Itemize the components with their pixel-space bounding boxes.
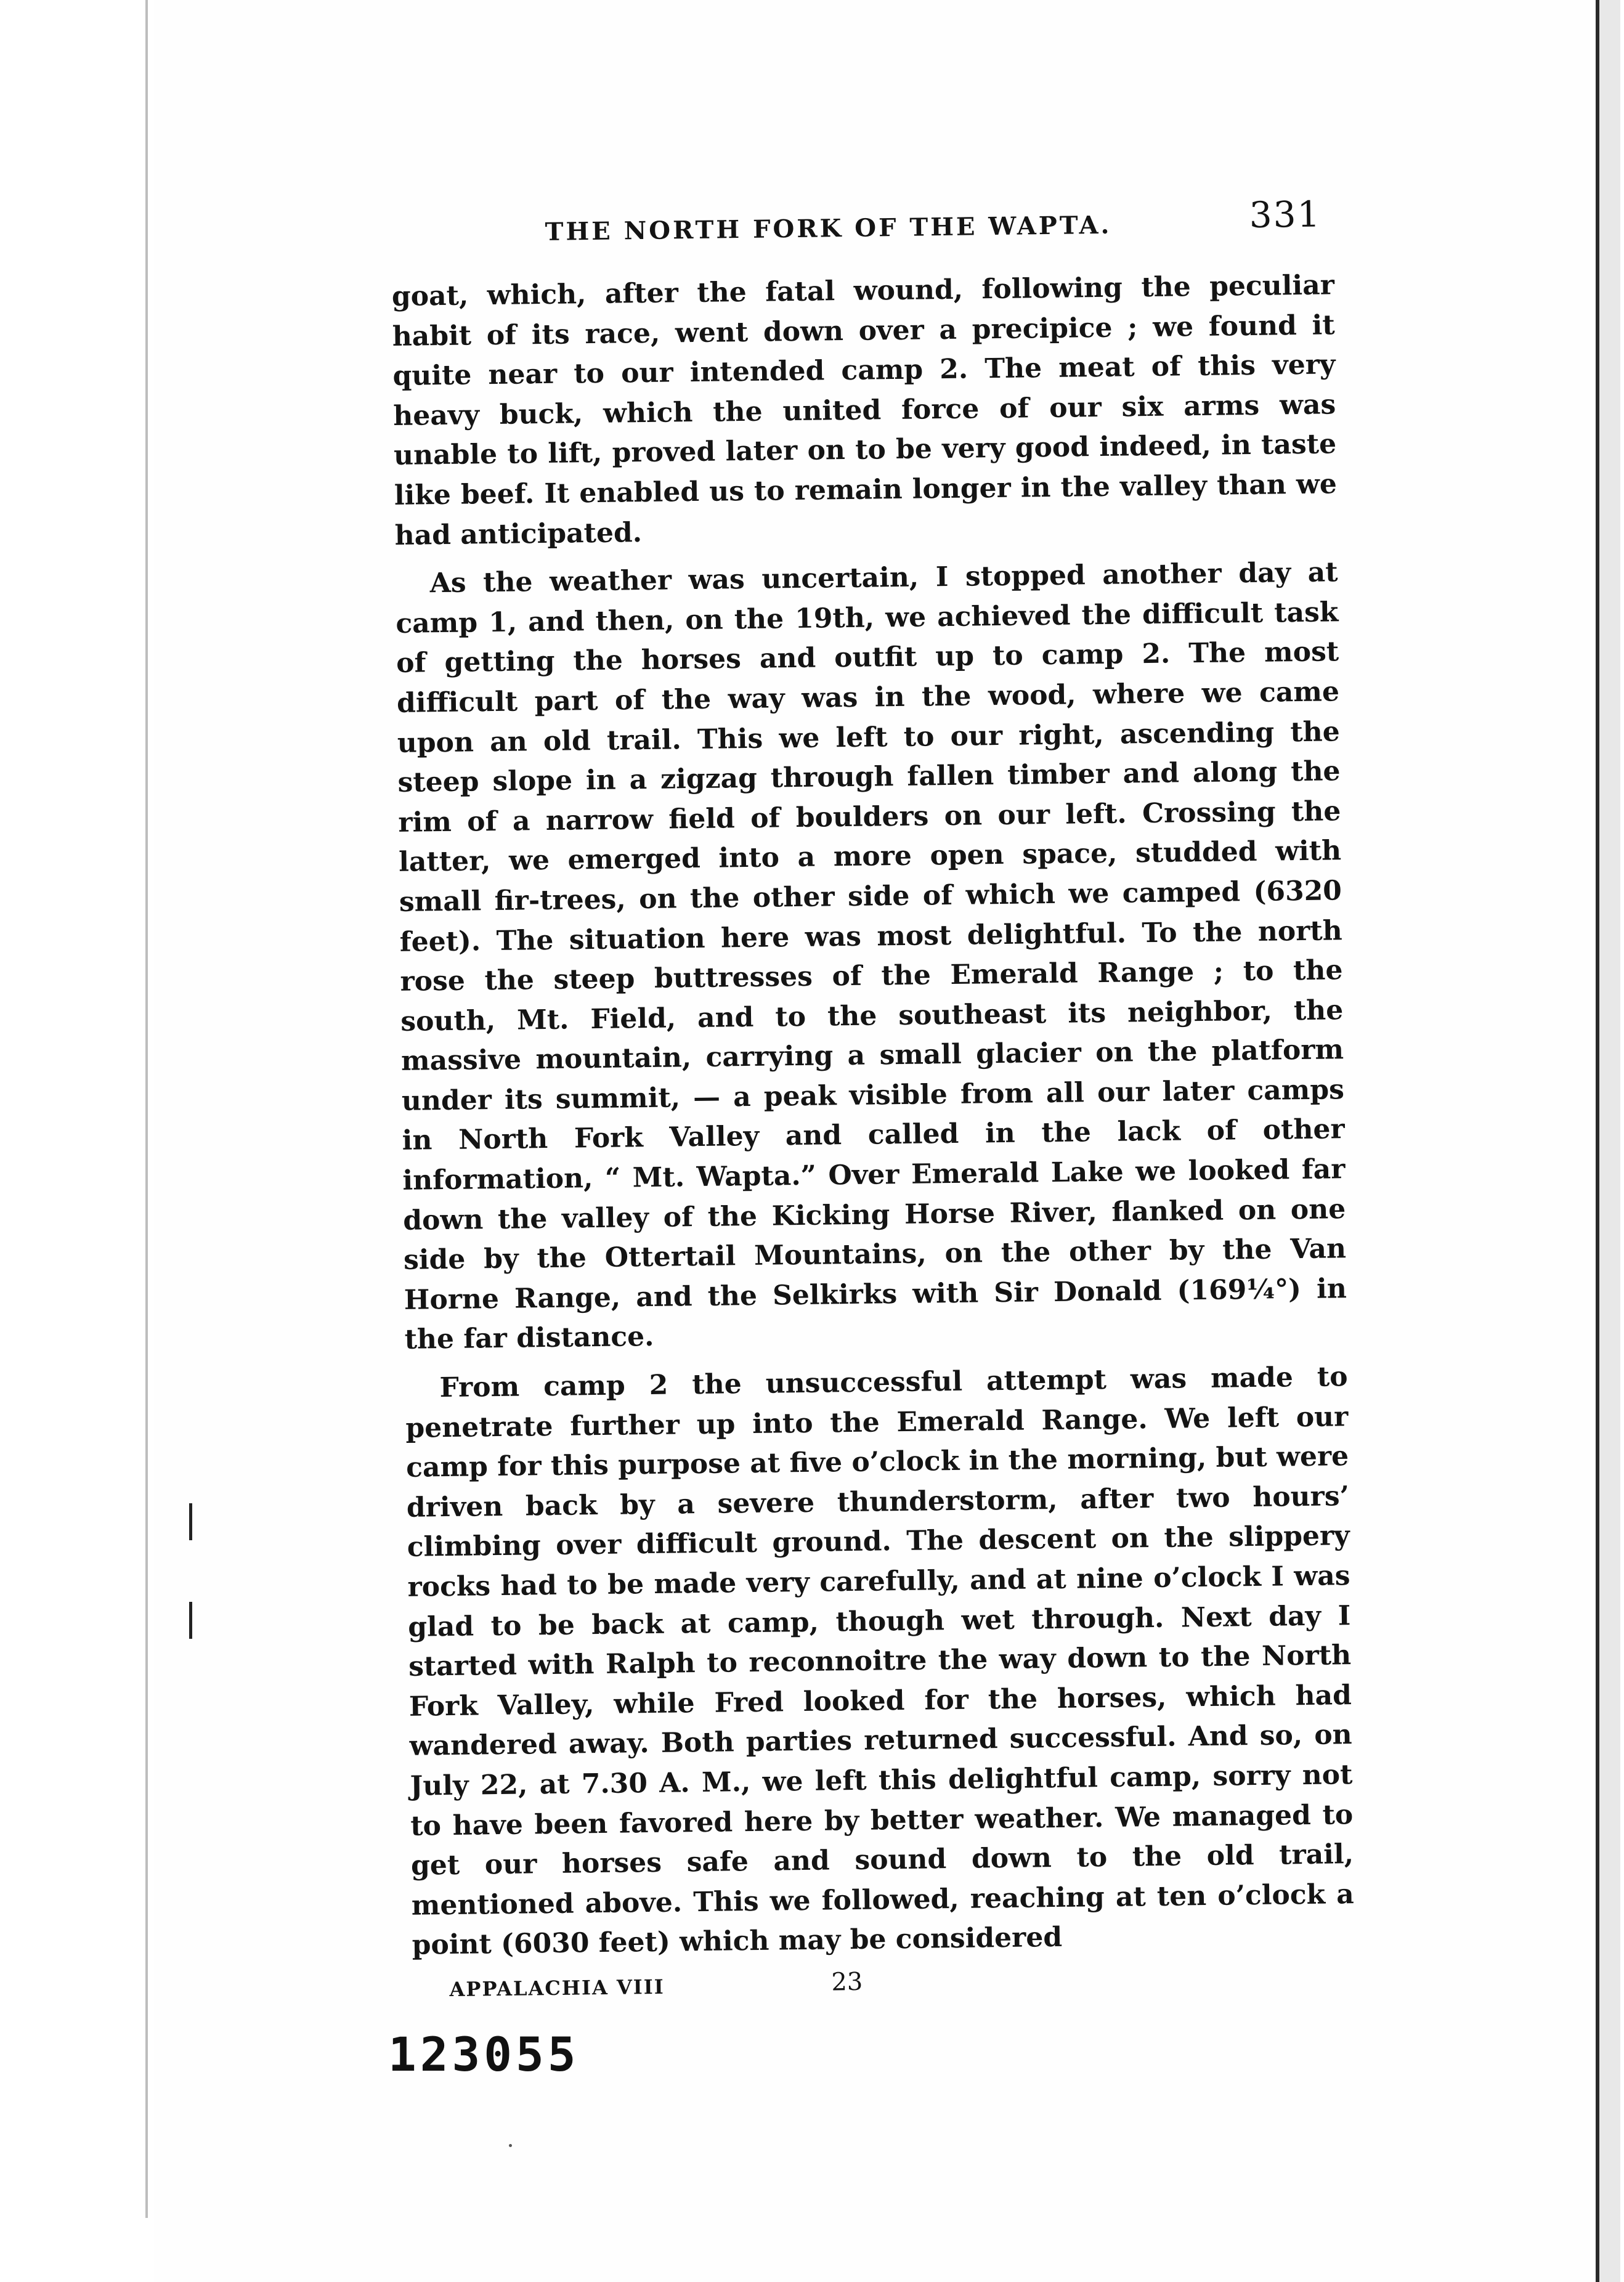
paragraph-1: goat, which, after the fatal wound, following the peculiar habit of its race, went down over a precipice ; we found it quite near to our intended camp 2. The meat of this very heavy buck, which the united force of our six arms was unable to lift, proved later on to be very good indeed, in taste like beef. It enabled us to remain longer in the valley than we had anticipated.	[391, 269, 1338, 551]
paragraph-2: As the weather was uncertain, I stopped another day at camp 1, and then, on the 19th, we achieved the difficult task of getting the horses and outfit up to camp 2. The most difficult part of the way was in the wood, where we came upon an old trail. This we left to our right, ascending the steep slope in a zigzag through fallen timber and along the rim of a narrow field of boulders on our left. Crossing the latter, we emerged into a more open space, studded with small fir-trees, on the other side of which we camped (6320 feet). The situation here was most delightful. To the north rose the steep buttresses of the Emerald Range ; to the south, Mt. Field, and to the southeast its neighbor, the massive mountain, carrying a small glacier on the platform under its summit, — a peak visible from all our later camps in North Fork Valley and called in the lack of other information, “ Mt. Wapta.” Over Emerald Lake we looked far down the valley of the Kicking Horse River, flanked on one side by the Ottertail Mountains, on the other by the Van Horne Range, and the Selkirks with Sir Donald (169¼°) in the far distance.	[396, 556, 1347, 1356]
page-text-block	[391, 185, 1355, 2010]
signature-mark: 23	[831, 1967, 863, 1997]
signature-label: APPALACHIA VIII	[449, 1975, 665, 2001]
accession-number-stamp: 123055	[388, 2027, 580, 2082]
paper-speck	[509, 2144, 512, 2147]
running-title: THE NORTH FORK OF THE WAPTA.	[545, 210, 1112, 246]
binding-gutter-line	[145, 0, 148, 2218]
binding-edge-mark	[189, 1503, 192, 1540]
paragraph-3: From camp 2 the unsuccessful attempt was made to penetrate further up into the Emerald Range. We left our camp for this purpose at five o’clock in the morning, but were driven back by a severe thunderstorm, after two hours’ climbing over difficult ground. The descent on the slippery rocks had to be made very carefully, and at nine o’clock I was glad to be back at camp, though wet through. Next day I started with Ralph to reconnoitre the way down to the North Fork Valley, while Fred looked for the horses, which had wandered away. Both parties returned successful. And so, on July 22, at 7.30 A. M., we left this delightful camp, sorry not to have been favored here by better weather. We managed to get our horses safe and sound down to the old trail, mentioned above. This we followed, reaching at ten o’clock a point (6030 feet) which may be considered	[405, 1361, 1355, 1962]
binding-edge-mark	[189, 1602, 192, 1639]
running-head	[391, 185, 1334, 253]
page-number: 331	[1249, 193, 1322, 236]
